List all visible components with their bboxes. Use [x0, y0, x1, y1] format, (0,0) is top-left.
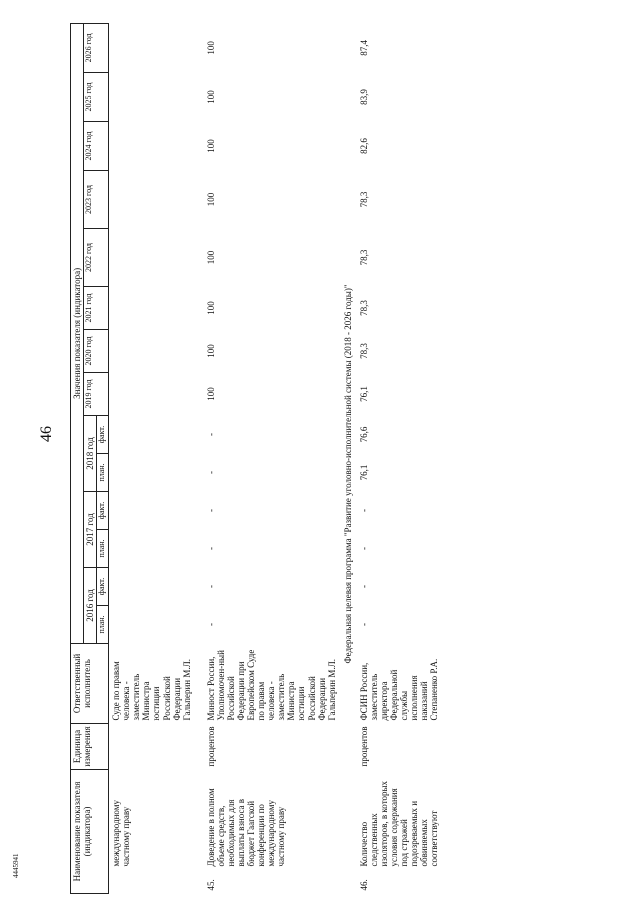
value-cell: - — [205, 432, 216, 436]
page-number: 46 — [38, 426, 55, 442]
header-year-2026: 2026 год — [84, 23, 109, 72]
value-cell: 76,1 — [358, 464, 369, 481]
header-year-2016: 2016 год — [84, 567, 97, 643]
value-cell: 100 — [205, 139, 216, 153]
header-fact: факт. — [97, 567, 109, 605]
table-row — [109, 23, 194, 893]
header-year-2024: 2024 год — [84, 121, 109, 170]
header-year-2017: 2017 год — [84, 491, 97, 567]
value-cell: 78,3 — [358, 191, 369, 208]
value-cell: - — [205, 470, 216, 474]
value-cell: 87,4 — [358, 40, 369, 56]
indicator-name: Количество следственных изоляторов, в которых условия содержания под стражей подозреваемых и обвиняемых соответствуют — [358, 780, 440, 867]
row-number: 46. — [358, 879, 369, 891]
table-row — [357, 23, 442, 893]
header-year-2021: 2021 год — [84, 286, 109, 329]
value-cell: - — [358, 584, 369, 588]
value-cell: 100 — [205, 301, 216, 315]
header-year-2023: 2023 год — [84, 170, 109, 228]
value-cell: 100 — [205, 90, 216, 104]
value-cell: - — [358, 508, 369, 512]
responsible-executor: Суде по правам человека - заместитель Министра юстиции Российской Федерации Гальперин М.Л. — [111, 659, 192, 721]
value-cell: 100 — [205, 344, 216, 358]
unit: процентов — [205, 726, 216, 767]
value-cell: 82,6 — [358, 138, 369, 154]
section-heading: Федеральная целевая программа "Развитие уголовно-исполнительной системы (2018 - 2026 годы)" — [342, 284, 353, 664]
indicator-name: международному частному праву — [111, 800, 132, 867]
header-year-2022: 2022 год — [84, 228, 109, 286]
value-cell: 78,3 — [358, 249, 369, 266]
value-cell: - — [205, 584, 216, 588]
header-unit: Единица измерения — [71, 723, 109, 769]
value-cell: 100 — [205, 41, 216, 55]
header-fact: факт. — [97, 491, 109, 529]
value-cell: 76,1 — [358, 386, 369, 402]
value-cell: - — [205, 546, 216, 550]
header-plan: план. — [97, 453, 109, 491]
responsible-executor: Минюст России, Уполномочен-ный Российской Федерации при Европейском Суде по правам человека - заместитель Министра юстиции Российской Федерации Гальперин М.Л. — [205, 649, 337, 721]
header-plan: план. — [97, 529, 109, 567]
header-year-2025: 2025 год — [84, 72, 109, 121]
header-responsible: Ответственный исполнитель — [71, 643, 109, 723]
indicators-table — [70, 23, 441, 894]
document-code: 4445941 — [12, 853, 20, 878]
value-cell: - — [205, 508, 216, 512]
responsible-executor: ФСИН России, заместитель директора Федеральной службы исполнения наказаний Степаненко Р.А. — [358, 658, 440, 721]
value-cell: - — [358, 546, 369, 550]
value-cell: 76,6 — [358, 426, 369, 443]
header-year-2018: 2018 год — [84, 415, 97, 491]
header-plan: план. — [97, 605, 109, 643]
header-values: Значения показателя (индикатора) — [71, 23, 84, 643]
header-year-2020: 2020 год — [84, 329, 109, 372]
value-cell: 78,3 — [358, 343, 369, 359]
header-indicator-name: Наименование показателя (индикатора) — [71, 769, 109, 893]
row-number: 45. — [205, 879, 216, 891]
value-cell: 83,9 — [358, 89, 369, 105]
value-cell: - — [205, 622, 216, 626]
value-cell: 78,3 — [358, 300, 369, 316]
indicator-name: Доведение в полном объеме средств, необходимых для выплаты взноса в бюджет Гаагской конференции по международному частному праву — [205, 788, 287, 867]
unit: процентов — [358, 726, 369, 767]
value-cell: 100 — [205, 192, 216, 207]
value-cell: 100 — [205, 250, 216, 265]
value-cell: 100 — [205, 387, 216, 401]
value-cell: - — [358, 622, 369, 626]
header-fact: факт. — [97, 415, 109, 453]
table-row — [204, 23, 339, 893]
section-heading-row — [339, 23, 357, 893]
rotated-table-page — [70, 9, 600, 894]
header-year-2019: 2019 год — [84, 372, 109, 415]
